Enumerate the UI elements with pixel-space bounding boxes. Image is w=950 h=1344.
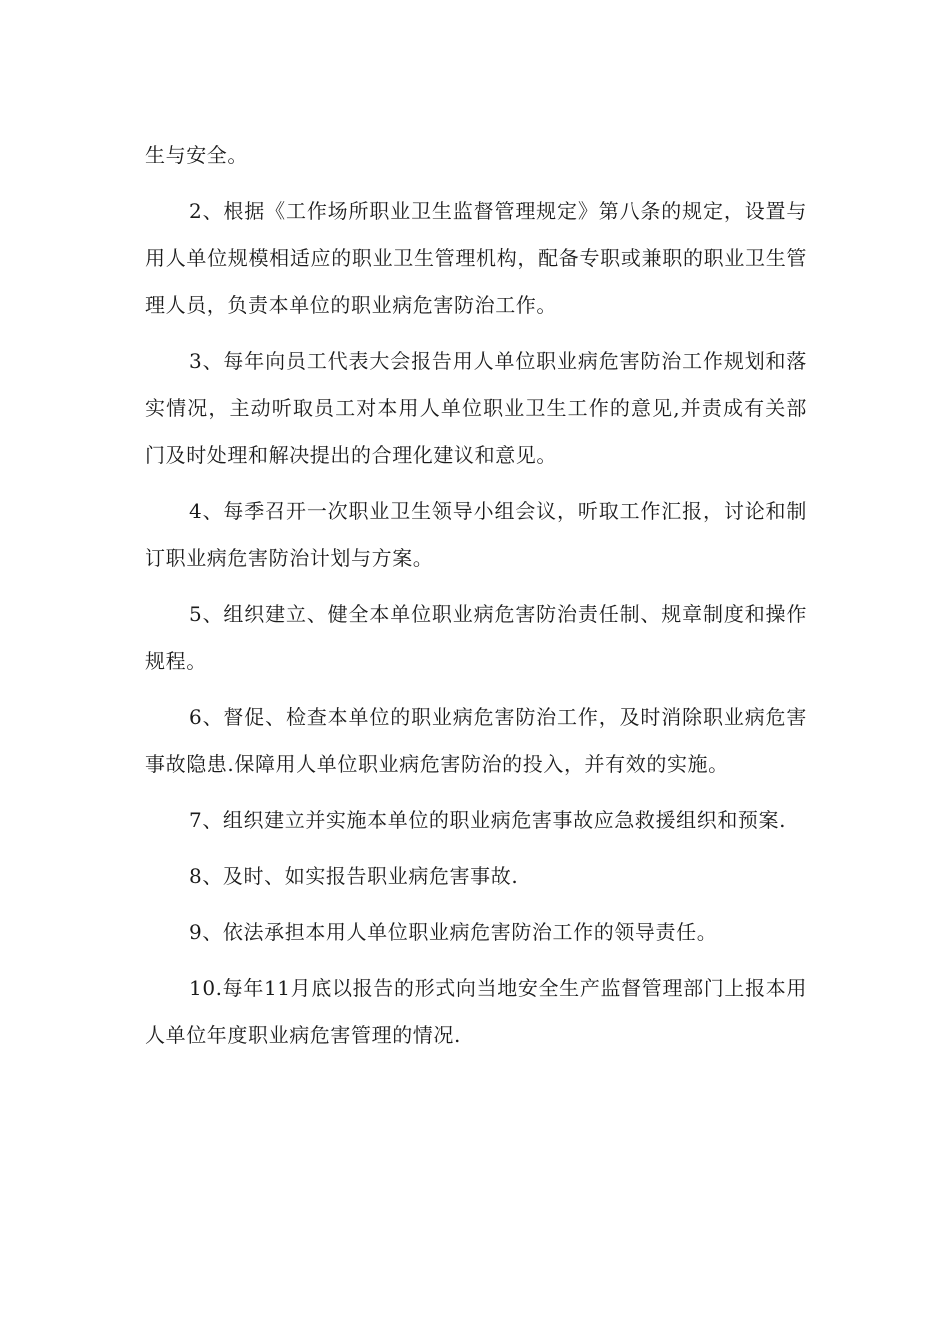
- paragraph-item-7: 7、组织建立并实施本单位的职业病危害事故应急救援组织和预案.: [189, 808, 787, 832]
- paragraph-item-6: 6、督促、检查本单位的职业病危害防治工作，及时消除职业病危害事故隐患.保障用人单位职业病危害防治的投入，并有效的实施。: [145, 705, 807, 776]
- paragraph-item-8: 8、及时、如实报告职业病危害事故.: [189, 864, 519, 888]
- paragraph-item-3: 3、每年向员工代表大会报告用人单位职业病危害防治工作规划和落实情况，主动听取员工对本用人单位职业卫生工作的意见,并责成有关部门及时处理和解决提出的合理化建议和意见。: [145, 349, 807, 467]
- paragraph-item-2: 2、根据《工作场所职业卫生监督管理规定》第八条的规定，设置与用人单位规模相适应的职业卫生管理机构，配备专职或兼职的职业卫生管理人员，负责本单位的职业病危害防治工作。: [145, 199, 807, 317]
- document-page: [145, 132, 807, 1068]
- paragraph-item-9: 9、依法承担本用人单位职业病危害防治工作的领导责任。: [189, 920, 718, 944]
- paragraph-item-10: 10.每年11月底以报告的形式向当地安全生产监督管理部门上报本用人单位年度职业病危害管理的情况.: [145, 976, 807, 1047]
- paragraph-continuation: 生与安全。: [145, 143, 248, 167]
- paragraph-item-4: 4、每季召开一次职业卫生领导小组会议，听取工作汇报，讨论和制订职业病危害防治计划与方案。: [145, 499, 807, 570]
- paragraph-item-5: 5、组织建立、健全本单位职业病危害防治责任制、规章制度和操作规程。: [145, 602, 807, 673]
